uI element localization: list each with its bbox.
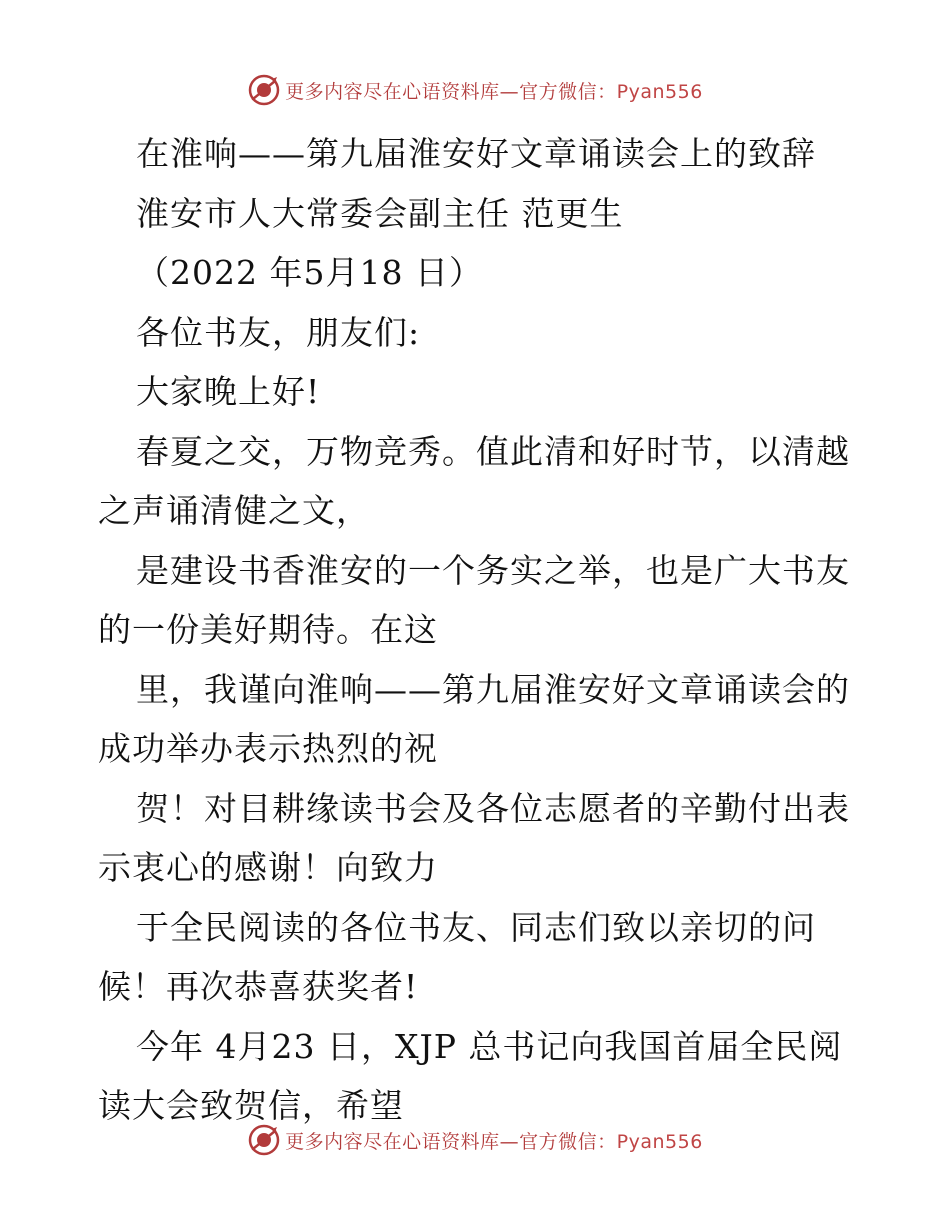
text-line: 里，我谨向淮响——第九届淮安好文章诵读会的 <box>136 669 850 709</box>
document-body <box>98 124 858 1136</box>
text-line: 春夏之交，万物竞秀。值此清和好时节，以清越 <box>136 431 850 471</box>
text-line: 大家晚上好! <box>136 372 321 411</box>
header-banner <box>0 70 950 110</box>
wechat-id: Pyan556 <box>616 80 703 103</box>
text-line: 在淮响——第九届淮安好文章诵读会上的致辞 <box>136 134 816 173</box>
banner-text: 更多内容尽在心语资料库—官方微信：Pyan556 <box>285 1130 703 1153</box>
text-line: 之声诵清健之文， <box>98 491 370 530</box>
wechat-id: Pyan556 <box>616 1130 703 1153</box>
text-line: 是建设书香淮安的一个务实之举，也是广大书友 <box>136 550 850 590</box>
footer-banner <box>0 1120 950 1160</box>
text-line: 读大会致贺信，希望 <box>98 1086 404 1125</box>
text-line: （2022 年5月18 日） <box>136 253 483 292</box>
text-line: 淮安市人大常委会副主任 范更生 <box>136 193 624 233</box>
text-line: 各位书友，朋友们: <box>136 312 421 352</box>
logo-icon <box>247 1123 281 1157</box>
text-line: 于全民阅读的各位书友、同志们致以亲切的问 <box>136 907 816 947</box>
logo-icon <box>247 73 281 107</box>
text-line: 贺！对目耕缘读书会及各位志愿者的辛勤付出表 <box>136 788 850 828</box>
text-line: 的一份美好期待。在这 <box>98 610 438 649</box>
banner-text: 更多内容尽在心语资料库—官方微信：Pyan556 <box>285 80 703 103</box>
text-line: 今年 4月23 日，XJP 总书记向我国首届全民阅 <box>136 1026 843 1066</box>
text-line: 候！再次恭喜获奖者! <box>98 967 419 1006</box>
text-line: 示衷心的感谢！向致力 <box>98 848 438 887</box>
text-line: 成功举办表示热烈的祝 <box>98 729 438 768</box>
